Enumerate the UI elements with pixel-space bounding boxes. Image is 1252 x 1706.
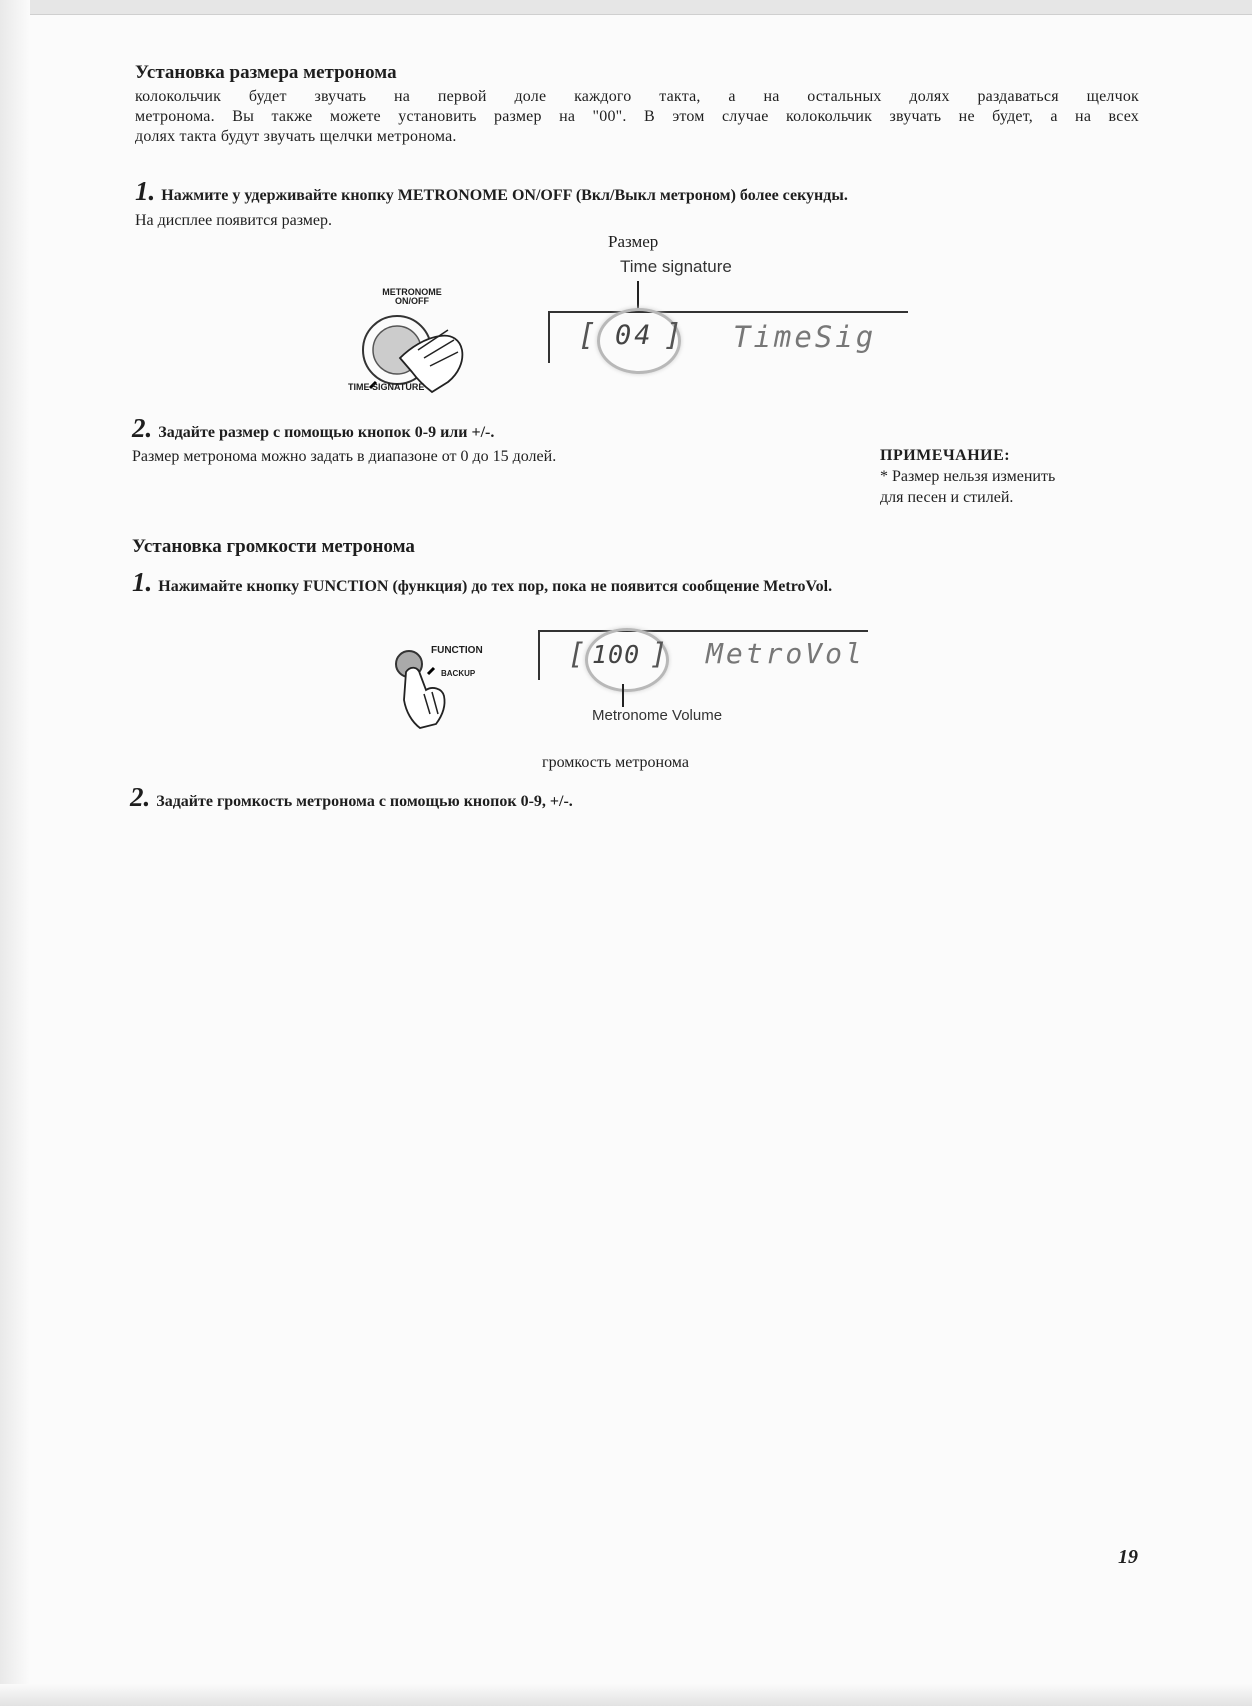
lcd-volume-value: 100 [592,640,641,669]
step-number: 2. [130,782,151,812]
section1-step1 [135,176,848,207]
step-number: 1. [135,176,156,206]
time-signature-sublabel: TIME SIGNATURE [348,382,425,392]
lcd-top-edge [548,311,908,313]
lcd2-display-name: MetroVol [706,637,865,670]
note-line-1: * Размер нельзя изменить [880,468,1056,485]
lcd2-bracket-right: ] [650,637,671,671]
section1-step2 [132,413,494,444]
callout-line [637,281,639,311]
step-text: Нажмите у удерживайте кнопку METRONOME ON/OFF (Вкл/Выкл метроном) более секунды. [161,187,848,204]
section1-heading: Установка размера метронома [135,62,397,83]
step-number: 1. [132,567,153,597]
metronome-label-line1: METRONOME [382,287,442,297]
backup-sublabel: BACKUP [441,669,476,678]
lcd-display-name: TimeSig [733,320,877,354]
note-line-2: для песен и стилей. [880,489,1014,506]
lcd-bracket-right: ] [664,318,686,353]
callout-line-2 [622,684,624,707]
callout-metronome-volume: Metronome Volume [592,707,723,724]
metronome-label-line2: ON/OFF [395,296,429,306]
scan-edge-top [0,0,1252,15]
intro-line-3: долях такта будут звучать щелчки метронома. [135,128,457,145]
lcd-bracket-left: [ [578,318,600,353]
section2-heading: Установка громкости метронома [132,536,415,557]
note-block [880,447,1140,507]
lcd2-top-edge [538,630,868,632]
step-text: Задайте громкость метронома с помощью кнопок 0-9, +/-. [156,793,573,810]
callout-volume-ru: громкость метронома [542,754,689,771]
lcd-left-edge [548,311,550,363]
step-text: Нажимайте кнопку FUNCTION (функция) до тех пор, пока не появится сообщение MetroVol. [158,578,833,595]
intro-line-1: колокольчик будет звучать на первой доле каждого такта, а на остальных долях раздаваться щелчок [135,88,1139,105]
function-button-label: FUNCTION [431,645,483,656]
scan-edge-left [0,0,30,1706]
lcd2-bracket-left: [ [568,637,589,671]
lcd2-left-edge [538,630,540,680]
section1-intro [135,87,1139,147]
lcd-time-signature-value: 04 [615,320,654,351]
note-title: ПРИМЕЧАНИЕ: [880,447,1011,464]
page-number: 19 [1118,1546,1138,1568]
intro-line-2: метронома. Вы также можете установить размер на "00". В этом случае колокольчик звучать не будет, а на всех [135,108,1139,125]
callout-time-signature: Time signature [620,257,732,276]
section1-step1-sub: На дисплее появится размер. [135,212,333,229]
callout-size-ru: Размер [608,232,659,251]
scan-edge-bottom [0,1684,1252,1706]
section2-step2 [130,782,573,813]
step-number: 2. [132,413,153,443]
section1-step2-sub: Размер метронома можно задать в диапазоне от 0 до 15 долей. [132,448,557,465]
section2-step1 [132,567,832,598]
step-text: Задайте размер с помощью кнопок 0-9 или +/-. [158,424,495,441]
